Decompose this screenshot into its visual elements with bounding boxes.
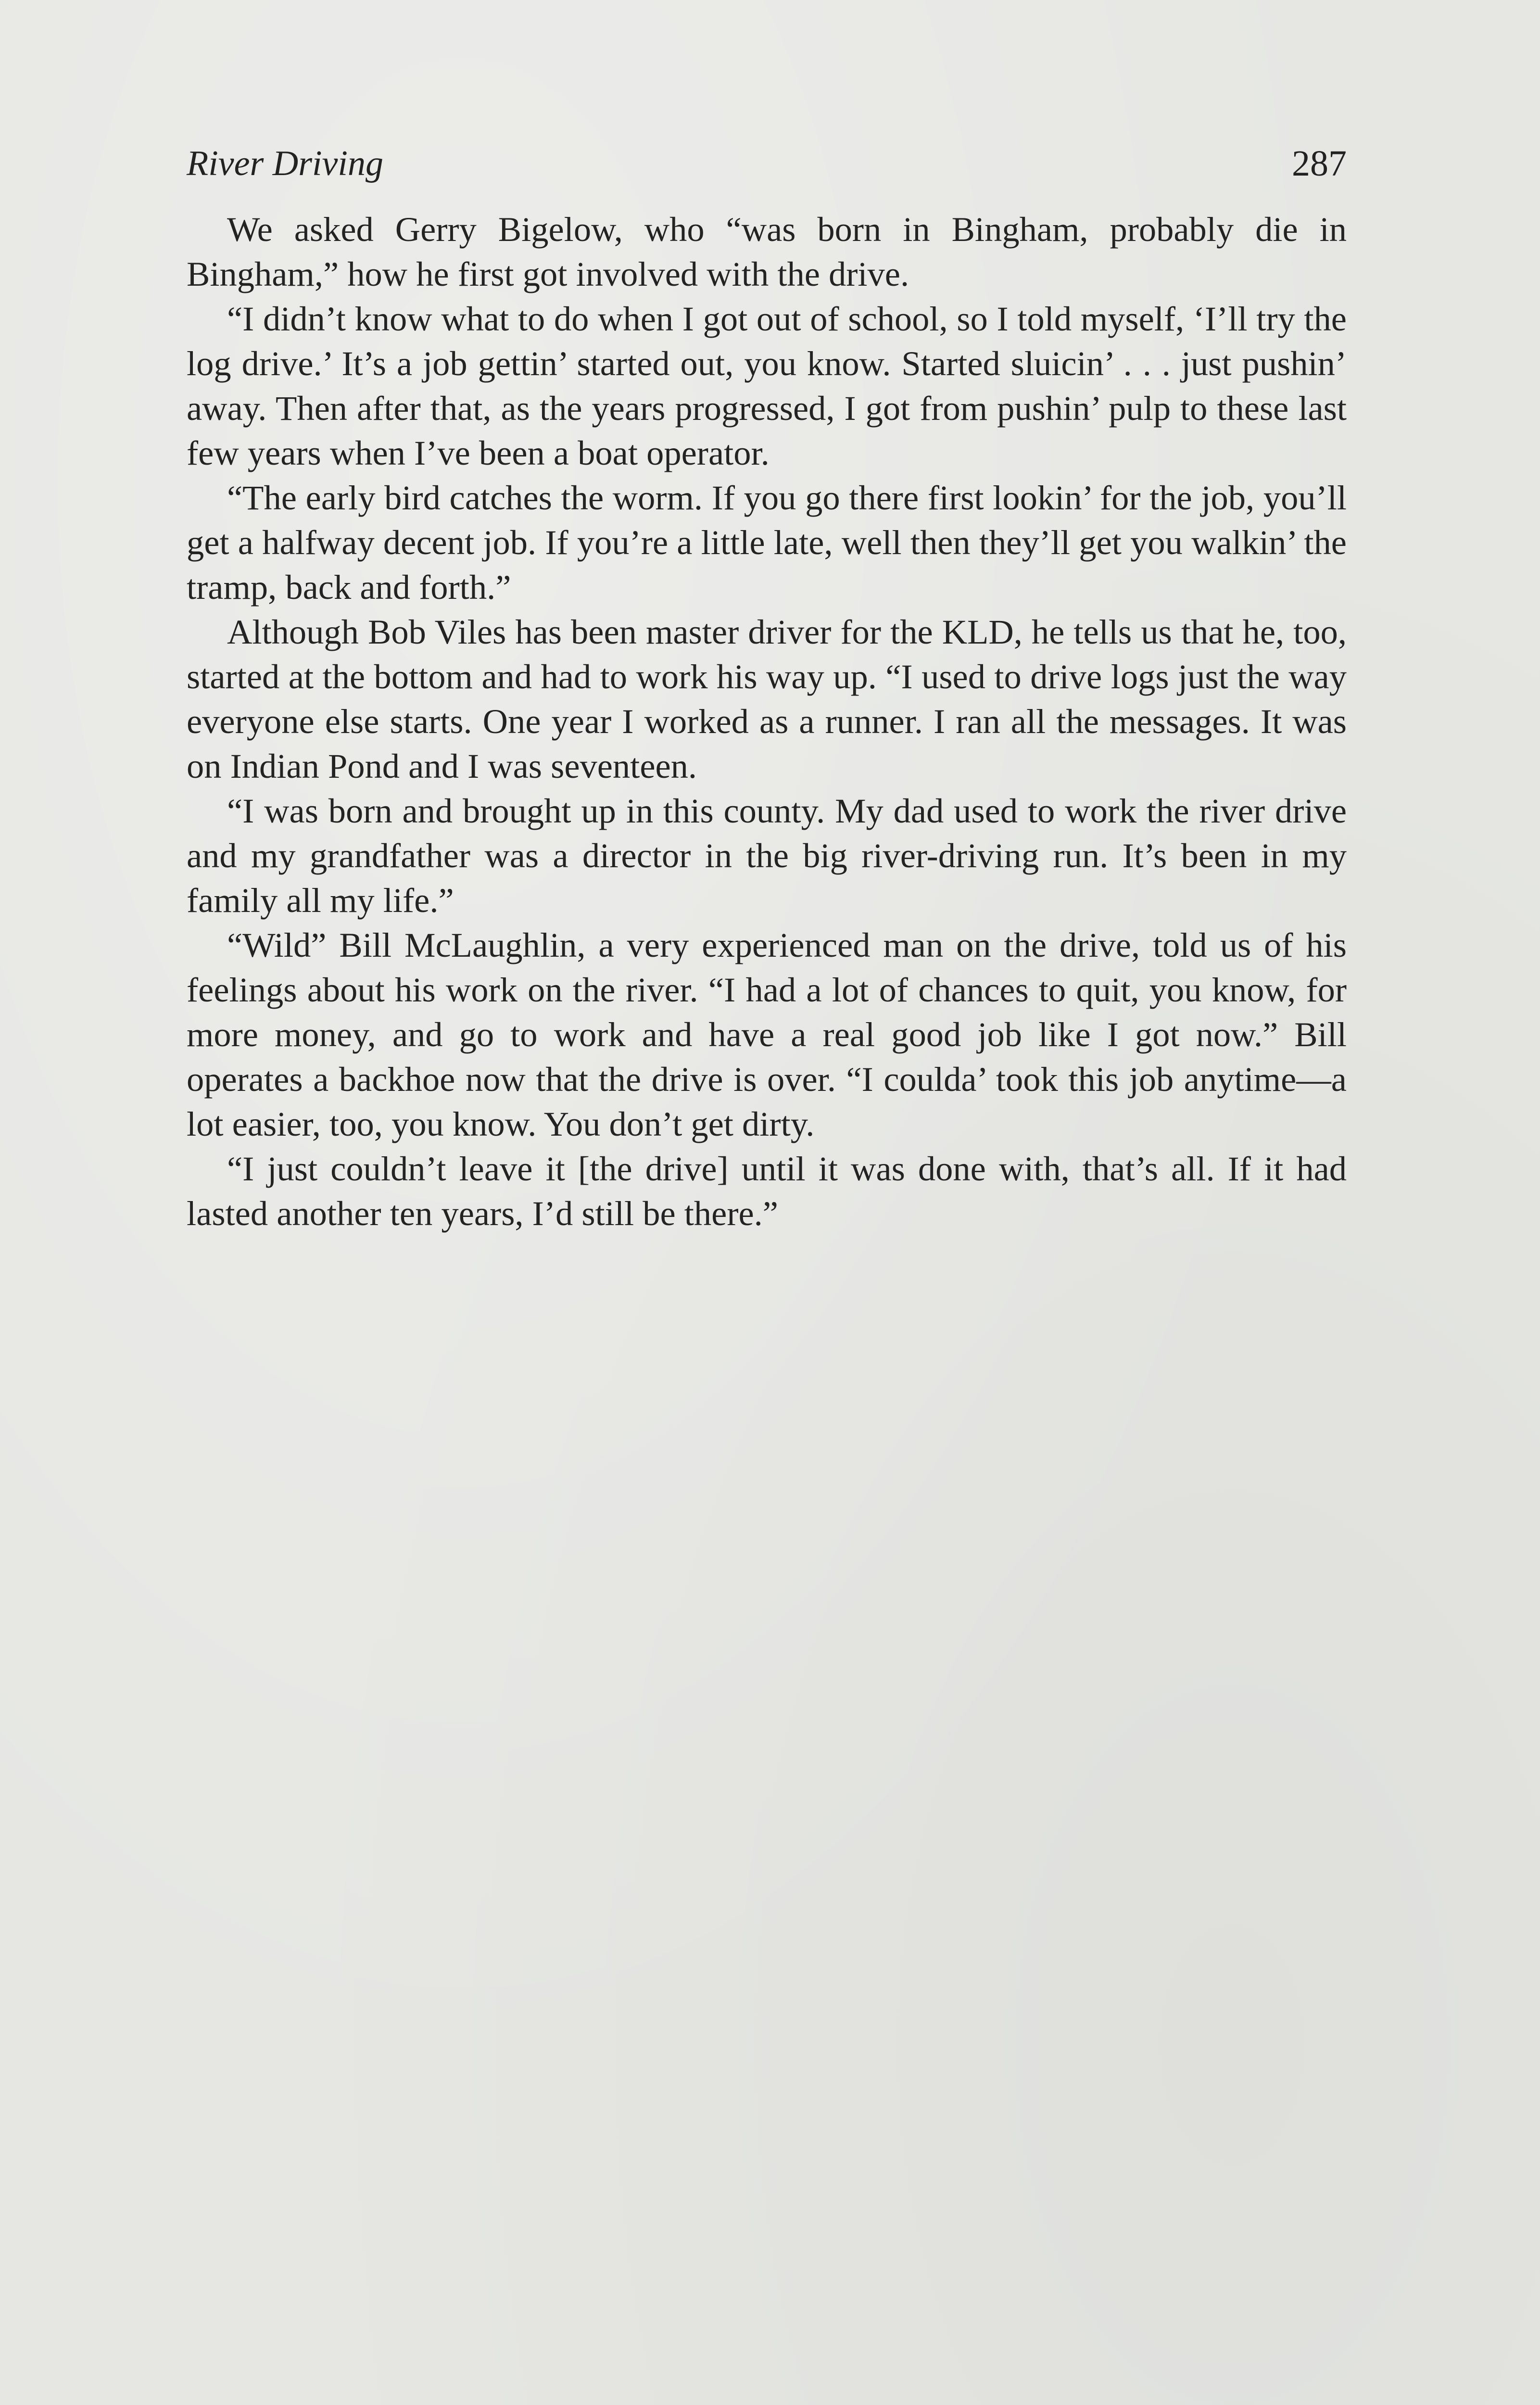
paragraph: “The early bird catches the worm. If you go there first lookin’ for the job, you’ll get a halfway decent job. If you’re a little late, well then they’ll get you walkin’ the tramp, back and forth.” (187, 478, 1347, 607)
paragraph: We asked Gerry Bigelow, who “was born in Bingham, probably die in Bingham,” how he first got involved with the drive. (187, 210, 1347, 293)
paragraph: “Wild” Bill McLaughlin, a very experienced man on the drive, told us of his feelings about his work on the river. “I had a lot of chances to quit, you know, for more money, and go to work and have a real good job like I got now.” Bill operates a backhoe now that the drive is over. “I coulda’ took this job anytime—a lot easier, too, you know. You don’t get dirty. (187, 925, 1347, 1143)
paragraph: “I didn’t know what to do when I got out of school, so I told myself, ‘I’ll try the log drive.’ It’s a job gettin’ started out, you know. Started sluicin’ . . . just pushin’ away. Then after that, as the years progressed, I got from pushin’ pulp to these last few years when I’ve been a boat operator. (187, 299, 1347, 472)
paragraph: “I just couldn’t leave it [the drive] until it was done with, that’s all. If it had lasted another ten years, I’d still be there.” (187, 1149, 1347, 1233)
page-number: 287 (1292, 143, 1347, 184)
running-head-title: River Driving (187, 144, 383, 183)
body-text (187, 207, 1347, 1236)
running-head (187, 139, 1347, 192)
paragraph: Although Bob Viles has been master driver for the KLD, he tells us that he, too, started at the bottom and had to work his way up. “I used to drive logs just the way everyone else starts. One year I worked as a runner. I ran all the messages. It was on Indian Pond and I was seventeen. (187, 612, 1347, 785)
paragraph: “I was born and brought up in this county. My dad used to work the river drive and my grandfather was a director in the big river-driving run. It’s been in my family all my life.” (187, 791, 1347, 920)
